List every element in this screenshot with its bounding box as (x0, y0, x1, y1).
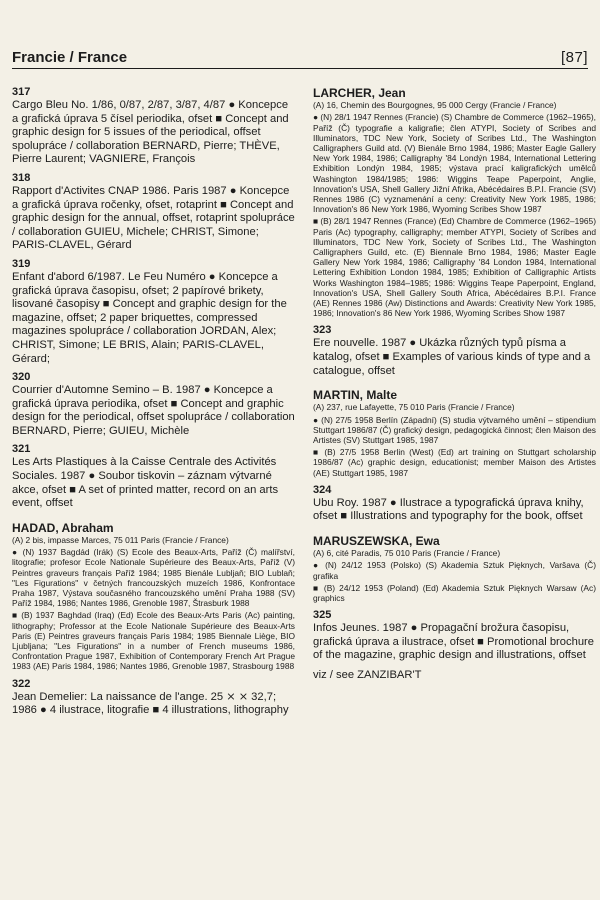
entry-text: Ere nouvelle. 1987 ● Ukázka různých typů písma a katalog, ofset ■ Examples of various kinds of type and a catalogue, offset (313, 337, 591, 377)
artist-bio-czech: ● (N) 1937 Bagdád (Irák) (S) Ecole des Beaux-Arts, Paříž (Č) malířství, litografie; profesor Ecole Nationale Supérieure des Beaux-Arts, Paříž (V) Peintres graveurs français Paříž 1984; 1985 Bienále Lubljaň; BIO Lublaň; "Les Figurations" v četných francouzských muzeích 1986, Konfrontace Praha 1987, Výstava současného francouzského umění Praha 1988 (SV) Paříž 1984, 1986; Nantes 1986, Grenoble 1987, Štrasburk 1988 (12, 547, 295, 609)
entry-number: 318 (12, 171, 31, 184)
artist-martin (313, 388, 596, 478)
entry-319 (12, 258, 295, 366)
artist-name: LARCHER, Jean (313, 86, 406, 100)
page-number: [87] (560, 49, 588, 66)
entry-number: 317 (12, 86, 31, 98)
entry-number: 324 (313, 483, 332, 496)
entry-323 (313, 324, 596, 378)
entry-number: 323 (313, 324, 332, 337)
artist-name: MARUSZEWSKA, Ewa (313, 534, 440, 549)
entry-number: 321 (12, 443, 31, 456)
artist-address: (A) 6, cité Paradis, 75 010 Paris (Francie / France) (313, 548, 501, 559)
artist-hadad (12, 521, 295, 672)
artist-bio-english: ■ (B) 24/12 1953 (Poland) (Ed) Akademia Sztuk Pięknych Warsaw (Ac) graphics (313, 582, 596, 604)
entry-number: 325 (313, 609, 332, 622)
entry-text: Cargo Bleu No. 1/86, 0/87, 2/87, 3/87, 4/87 ● Koncepce a grafická úprava 5 čísel periodika, ofset ■ Concept and graphic design for 5 issues of the periodical, offset spolupráce / collaboration BERNARD, Pierre; THÈVE, Pierre Laurent; VAGNIERE, François (12, 99, 289, 166)
entry-text: Infos Jeunes. 1987 ● Propagační brožura časopisu, grafická úprava a ilustrace, ofset ■ Promotional brochure of the magazine, graphic design and illustrations, offset (313, 622, 594, 662)
entry-number: 322 (12, 677, 31, 690)
artist-name: MARTIN, Malte (313, 388, 397, 403)
entry-text: Rapport d'Activites CNAP 1986. Paris 1987 ● Koncepce a grafická úprava ročenky, ofset, rotaprint ■ Concept and graphic design for the annual, offset, rotaprint spolupráce / collaboration GUIEU, Michele; CHRIST, Simone; PARIS-CLAVEL, Gérard (12, 184, 295, 252)
artist-bio-czech: ● (N) 28/1 1947 Rennes (Francie) (S) Chambre de Commerce (1962–1965), Paříž (Č) typografie a kaligrafie; člen ATYPI, Society of Scribes and Illuminators, TDC New York, Society of Scribes Ltd., The Washington Calligraphers Guild atd. (V) Bienále Brno 1984, 1986; Master Eagle Gallery New York 1984, 1986; Calligraphy '84 Londýn 1984, International Lettering Exhibition Londýn 1984, 1985; výstava prací kaligrafických umělců Washington 1984/1985; 1986: Wiggins Teape Paperpoint, Anglie, Innovation's USA, Shell Gallery Jižní Afrika, Abécédaires B.P.I. Francie (SV) Rennes 1986 (C) vyznamenání a ceny: Creativity New York 1985, 1986; Innovation's 86 New York 1986, Wyoming Scribes Show 1987 (313, 112, 596, 215)
artist-bio-english: ■ (B) 28/1 1947 Rennes (France) (Ed) Chambre de Commerce (1962–1965) Paris (Ac) typography, calligraphy; member ATYPI, Society of Scribes and Illuminators, TDC New York, Society of Scribes Ltd., The Washington Calligraphers Guild, etc. (E) Biennale Brno 1984, 1986; Master Eagle Gallery New York 1984, 1986; Calligraphy '84 London 1984, International Lettering Exhibition London 1984, 1985; Exhibition of Calligraphic Artists Works Washington 1984–1985; 1986: Wiggins Teape Paperpoint, England, Innovation's USA, Shell Gallery South Africa, Abécédaires B.P.I. France (AE) Rennes 1986 (Aw) Distinctions and Awards: Creativity New York 1985, 1986; Innovation's 86 New York 1986, Wyoming Scribes Show 1987 (313, 216, 596, 319)
artist-address: (A) 2 bis, impasse Marces, 75 011 Paris (Francie / France) (12, 534, 229, 545)
entry-320 (12, 371, 295, 438)
artist-bio-czech: ● (N) 27/5 1958 Berlín (Západní) (S) studia výtvarného umění – stipendium Stuttgart 1986/87 (Č) grafický design, pedagogická činnost; člen Maison des Artistes (SV) Stuttgart 1985, 1987 (313, 414, 596, 446)
artist-bio-english: ■ (B) 27/5 1958 Berlin (West) (Ed) art training on Stuttgart scholarship 1986/87 (Ac) graphic design, educationist; member Maison des Artistes (AE) Stuttgart 1985, 1987 (313, 447, 596, 478)
section-title: Francie / France (12, 49, 128, 66)
entry-text: Ubu Roy. 1987 ● Ilustrace a typografická úprava knihy, ofset ■ Illustrations and typography for the book, offset (313, 496, 584, 523)
artist-bio-czech: ● (N) 24/12 1953 (Polsko) (S) Akademia Sztuk Pięknych, Varšava (Č) grafika (313, 560, 596, 581)
artist-address: (A) 237, rue Lafayette, 75 010 Paris (Francie / France) (313, 402, 515, 413)
entry-number: 319 (12, 257, 31, 270)
artist-name: HADAD, Abraham (12, 520, 114, 535)
artist-bio-english: ■ (B) 1937 Baghdad (Iraq) (Ed) Ecole des Beaux-Arts Paris (Ac) painting, lithography; Professor at the Ecole Nationale Supérieure des Beaux-Arts Paris (E) Peintres graveurs français Paris 1984; 1985 Biennale Liège, BIO Ljubljana; "Les Figurations" in a number of French museums 1986, Confrontation Prague 1987, Exhibition of Contemporary French Art Prague 1983 (AE) Paris 1984, 1986; Nantes 1986, Grenoble 1987, Strasbourg 1988 (12, 610, 295, 672)
entry-321 (12, 443, 295, 510)
artist-larcher (313, 86, 596, 318)
entry-number: 320 (12, 371, 31, 384)
entry-text: Enfant d'abord 6/1987. Le Feu Numéro ● Koncepce a grafická úprava časopisu, ofset; 2 papírové brikety, lisované časopisy ■ Concept and graphic design for the magazine, offset; 2 paper briquettes, compressed magazines spolupráce / collaboration JORDAN, Alex; CHRIST, Simone; LE BRIS, Alain; PARIS-CLAVEL, Gérard; (12, 270, 287, 365)
entry-317 (12, 86, 295, 167)
entry-322 (12, 678, 295, 718)
right-column (313, 86, 596, 688)
entry-318 (12, 172, 295, 253)
artist-address: (A) 16, Chemin des Bourgognes, 95 000 Cergy (Francie / France) (313, 100, 557, 110)
entry-324 (313, 484, 596, 524)
left-column (12, 86, 295, 723)
entry-text: Courrier d'Automne Semino – B. 1987 ● Koncepce a grafická úprava periodika, ofset ■ Concept and graphic design for the periodical, offset spolupráce / collaboration BERNARD, Pierre; GUIEU, Michèle (12, 384, 295, 437)
entry-text: Les Arts Plastiques à la Caisse Centrale des Activités Sociales. 1987 ● Soubor tiskovin – záznam výtvarné akce, ofset ■ A set of printed matter, record on an arts event, offset (12, 456, 279, 510)
cross-reference: viz / see ZANZIBAR'T (313, 669, 422, 682)
page-header (12, 44, 588, 69)
entry-text: Jean Demelier: La naissance de l'ange. 25 ⨯ ⨯ 32,7; 1986 ● 4 ilustrace, litografie ■ 4 illustrations, lithography (12, 690, 289, 717)
artist-maruszewska (313, 534, 596, 603)
entry-325 (313, 609, 596, 682)
